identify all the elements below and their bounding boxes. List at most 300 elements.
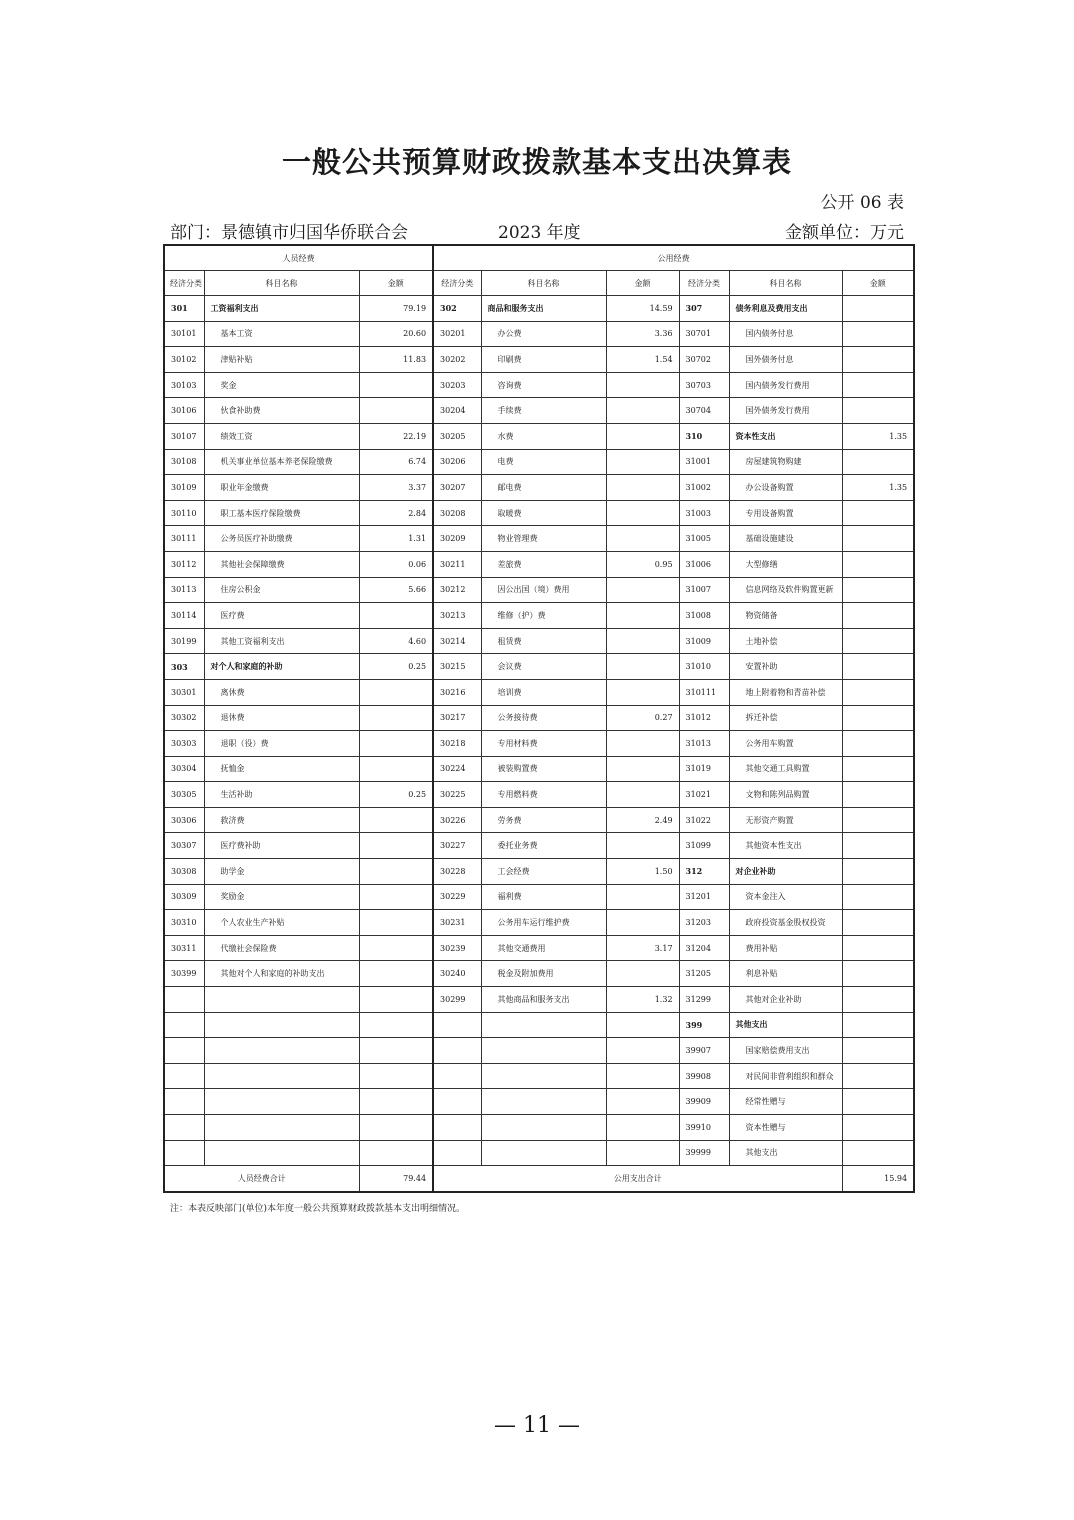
- econ-class-cell: 30239: [433, 935, 481, 961]
- subject-name-cell: 对个人和家庭的补助: [204, 654, 359, 680]
- econ-class-cell: 30218: [433, 731, 481, 757]
- econ-class-cell: 31002: [679, 475, 729, 501]
- subject-name-cell: 邮电费: [481, 475, 606, 501]
- subject-name-cell: 助学金: [204, 859, 359, 885]
- econ-class-cell: 30207: [433, 475, 481, 501]
- amount-cell: [606, 372, 679, 398]
- amount-cell: [606, 961, 679, 987]
- amount-cell: [359, 807, 433, 833]
- amount-cell: [842, 884, 914, 910]
- subject-name-cell: 专用燃料费: [481, 782, 606, 808]
- public-header: 公用经费: [433, 245, 914, 271]
- amount-cell: 20.60: [359, 321, 433, 347]
- econ-class-cell: 31006: [679, 551, 729, 577]
- amount-cell: [842, 807, 914, 833]
- table-row: [164, 1012, 914, 1038]
- amount-cell: [842, 679, 914, 705]
- econ-class-cell: [433, 1089, 481, 1115]
- subject-name-cell: 劳务费: [481, 807, 606, 833]
- table-row: [164, 782, 914, 808]
- subject-name-cell: [481, 1012, 606, 1038]
- page-number: — 11 —: [494, 1413, 580, 1438]
- table-row: [164, 347, 914, 373]
- subject-name-cell: 会议费: [481, 654, 606, 680]
- econ-class-cell: 30109: [164, 475, 204, 501]
- econ-class-cell: 30108: [164, 449, 204, 475]
- subject-name-cell: 拆迁补偿: [729, 705, 842, 731]
- subject-name-cell: 奖励金: [204, 884, 359, 910]
- subject-name-cell: [204, 1012, 359, 1038]
- personnel-header: 人员经费: [164, 245, 433, 271]
- col-subject-name: 科目名称: [481, 271, 606, 296]
- subject-name-cell: [481, 1089, 606, 1115]
- subject-name-cell: 国内债务付息: [729, 321, 842, 347]
- subject-name-cell: [204, 1089, 359, 1115]
- amount-cell: [842, 577, 914, 603]
- table-row: [164, 603, 914, 629]
- econ-class-cell: 31001: [679, 449, 729, 475]
- col-subject-name: 科目名称: [204, 271, 359, 296]
- econ-class-cell: 30704: [679, 398, 729, 424]
- econ-class-cell: [433, 1012, 481, 1038]
- amount-cell: [606, 910, 679, 936]
- page-title: 一般公共预算财政拨款基本支出决算表: [281, 145, 792, 179]
- subject-name-cell: [204, 1140, 359, 1166]
- col-econ-class: 经济分类: [679, 271, 729, 296]
- subject-name-cell: 取暖费: [481, 500, 606, 526]
- econ-class-cell: 310: [679, 423, 729, 449]
- amount-cell: [606, 628, 679, 654]
- amount-cell: [842, 1115, 914, 1141]
- econ-class-cell: [164, 1115, 204, 1141]
- econ-class-cell: 31204: [679, 935, 729, 961]
- col-subject-name: 科目名称: [729, 271, 842, 296]
- table-row: [164, 987, 914, 1013]
- amount-cell: [606, 500, 679, 526]
- col-amount: 金额: [359, 271, 433, 296]
- econ-class-cell: 31205: [679, 961, 729, 987]
- amount-cell: [359, 1063, 433, 1089]
- subject-name-cell: [481, 1115, 606, 1141]
- header-row-columns: [164, 271, 914, 296]
- amount-cell: 14.59: [606, 296, 679, 322]
- subject-name-cell: 因公出国（境）费用: [481, 577, 606, 603]
- subject-name-cell: 无形资产购置: [729, 807, 842, 833]
- subject-name-cell: 基本工资: [204, 321, 359, 347]
- subject-name-cell: 租赁费: [481, 628, 606, 654]
- subject-name-cell: 公务员医疗补助缴费: [204, 526, 359, 552]
- amount-cell: 0.06: [359, 551, 433, 577]
- table-row: [164, 628, 914, 654]
- econ-class-cell: 30307: [164, 833, 204, 859]
- econ-class-cell: 30202: [433, 347, 481, 373]
- econ-class-cell: [164, 1140, 204, 1166]
- subject-name-cell: 国外债务发行费用: [729, 398, 842, 424]
- amount-cell: 0.95: [606, 551, 679, 577]
- subject-name-cell: 对企业补助: [729, 859, 842, 885]
- subject-name-cell: [204, 1115, 359, 1141]
- year-label: 2023 年度: [498, 223, 581, 243]
- amount-cell: 1.32: [606, 987, 679, 1013]
- amount-cell: [359, 833, 433, 859]
- amount-cell: 5.66: [359, 577, 433, 603]
- table-row: [164, 1115, 914, 1141]
- amount-cell: [842, 859, 914, 885]
- econ-class-cell: 302: [433, 296, 481, 322]
- amount-cell: [842, 910, 914, 936]
- amount-cell: [842, 987, 914, 1013]
- subject-name-cell: 医疗费: [204, 603, 359, 629]
- subject-name-cell: 手续费: [481, 398, 606, 424]
- amount-cell: [842, 296, 914, 322]
- amount-cell: [606, 1038, 679, 1064]
- econ-class-cell: 30702: [679, 347, 729, 373]
- unit-label: 金额单位：万元: [785, 223, 904, 243]
- amount-cell: 1.31: [359, 526, 433, 552]
- amount-cell: [606, 423, 679, 449]
- econ-class-cell: 31099: [679, 833, 729, 859]
- subject-name-cell: 办公费: [481, 321, 606, 347]
- econ-class-cell: 30231: [433, 910, 481, 936]
- subject-name-cell: 信息网络及软件购置更新: [729, 577, 842, 603]
- amount-cell: [842, 833, 914, 859]
- amount-cell: [842, 347, 914, 373]
- subject-name-cell: 退职（役）费: [204, 731, 359, 757]
- subject-name-cell: 专用设备购置: [729, 500, 842, 526]
- amount-cell: [606, 782, 679, 808]
- econ-class-cell: 307: [679, 296, 729, 322]
- amount-cell: [606, 756, 679, 782]
- table-row: [164, 1038, 914, 1064]
- subject-name-cell: 公务用车运行维护费: [481, 910, 606, 936]
- econ-class-cell: 30113: [164, 577, 204, 603]
- subject-name-cell: 费用补贴: [729, 935, 842, 961]
- econ-class-cell: 30226: [433, 807, 481, 833]
- econ-class-cell: 30199: [164, 628, 204, 654]
- subject-name-cell: 其他交通工具购置: [729, 756, 842, 782]
- amount-cell: 0.27: [606, 705, 679, 731]
- table-row: [164, 935, 914, 961]
- econ-class-cell: 30214: [433, 628, 481, 654]
- econ-class-cell: 30301: [164, 679, 204, 705]
- subject-name-cell: 职业年金缴费: [204, 475, 359, 501]
- table-row: [164, 705, 914, 731]
- table-row: [164, 321, 914, 347]
- table-row: [164, 1063, 914, 1089]
- amount-cell: [359, 1038, 433, 1064]
- subject-name-cell: 培训费: [481, 679, 606, 705]
- table-row: [164, 756, 914, 782]
- amount-cell: [842, 526, 914, 552]
- amount-cell: [359, 1115, 433, 1141]
- econ-class-cell: 30206: [433, 449, 481, 475]
- econ-class-cell: 31012: [679, 705, 729, 731]
- amount-cell: [842, 756, 914, 782]
- amount-cell: 1.35: [842, 475, 914, 501]
- amount-cell: [606, 731, 679, 757]
- subject-name-cell: 绩效工资: [204, 423, 359, 449]
- econ-class-cell: 30209: [433, 526, 481, 552]
- subject-name-cell: 大型修缮: [729, 551, 842, 577]
- amount-cell: [842, 321, 914, 347]
- amount-cell: [842, 1063, 914, 1089]
- econ-class-cell: 30107: [164, 423, 204, 449]
- amount-cell: 3.17: [606, 935, 679, 961]
- amount-cell: 2.49: [606, 807, 679, 833]
- subject-name-cell: 公务用车购置: [729, 731, 842, 757]
- subject-name-cell: 个人农业生产补贴: [204, 910, 359, 936]
- table-row: [164, 372, 914, 398]
- econ-class-cell: 30110: [164, 500, 204, 526]
- public-total-label: 公用支出合计: [433, 1166, 842, 1192]
- subject-name-cell: 土地补偿: [729, 628, 842, 654]
- econ-class-cell: 30215: [433, 654, 481, 680]
- subject-name-cell: 机关事业单位基本养老保险缴费: [204, 449, 359, 475]
- amount-cell: 2.84: [359, 500, 433, 526]
- econ-class-cell: 31203: [679, 910, 729, 936]
- subject-name-cell: [481, 1038, 606, 1064]
- subject-name-cell: 奖金: [204, 372, 359, 398]
- table-row: [164, 449, 914, 475]
- econ-class-cell: 30240: [433, 961, 481, 987]
- subject-name-cell: 伙食补助费: [204, 398, 359, 424]
- amount-cell: [359, 398, 433, 424]
- department-label: 部门：景德镇市归国华侨联合会: [170, 223, 408, 243]
- amount-cell: 0.25: [359, 782, 433, 808]
- econ-class-cell: 30112: [164, 551, 204, 577]
- subject-name-cell: 咨询费: [481, 372, 606, 398]
- expenditure-table: [163, 244, 915, 1193]
- econ-class-cell: [433, 1115, 481, 1141]
- table-row: [164, 859, 914, 885]
- econ-class-cell: 30103: [164, 372, 204, 398]
- table-row: [164, 731, 914, 757]
- personnel-total-value: 79.44: [359, 1166, 433, 1192]
- econ-class-cell: 30217: [433, 705, 481, 731]
- econ-class-cell: 30304: [164, 756, 204, 782]
- econ-class-cell: [433, 1038, 481, 1064]
- subject-name-cell: 文物和陈列品购置: [729, 782, 842, 808]
- subject-name-cell: 津贴补贴: [204, 347, 359, 373]
- subject-name-cell: 离休费: [204, 679, 359, 705]
- amount-cell: [842, 1012, 914, 1038]
- econ-class-cell: 30216: [433, 679, 481, 705]
- subject-name-cell: [204, 987, 359, 1013]
- amount-cell: [606, 526, 679, 552]
- subject-name-cell: 其他支出: [729, 1140, 842, 1166]
- personnel-total-label: 人员经费合计: [164, 1166, 359, 1192]
- econ-class-cell: 30102: [164, 347, 204, 373]
- table-row: [164, 398, 914, 424]
- econ-class-cell: 301: [164, 296, 204, 322]
- subject-name-cell: 工会经费: [481, 859, 606, 885]
- subject-name-cell: 其他商品和服务支出: [481, 987, 606, 1013]
- amount-cell: [359, 603, 433, 629]
- subject-name-cell: 资本金注入: [729, 884, 842, 910]
- amount-cell: [842, 961, 914, 987]
- amount-cell: [606, 654, 679, 680]
- table-row: [164, 833, 914, 859]
- amount-cell: [606, 475, 679, 501]
- amount-cell: [359, 679, 433, 705]
- subject-name-cell: 国外债务付息: [729, 347, 842, 373]
- econ-class-cell: 310111: [679, 679, 729, 705]
- econ-class-cell: 31009: [679, 628, 729, 654]
- subject-name-cell: [204, 1063, 359, 1089]
- subject-name-cell: 福利费: [481, 884, 606, 910]
- table-row: [164, 679, 914, 705]
- amount-cell: 4.60: [359, 628, 433, 654]
- econ-class-cell: 30303: [164, 731, 204, 757]
- subject-name-cell: 其他资本性支出: [729, 833, 842, 859]
- subject-name-cell: [481, 1063, 606, 1089]
- amount-cell: [606, 577, 679, 603]
- econ-class-cell: [164, 1089, 204, 1115]
- amount-cell: [842, 1140, 914, 1166]
- amount-cell: [606, 449, 679, 475]
- amount-cell: [606, 398, 679, 424]
- amount-cell: [842, 1089, 914, 1115]
- econ-class-cell: 30111: [164, 526, 204, 552]
- subject-name-cell: 抚恤金: [204, 756, 359, 782]
- amount-cell: [359, 961, 433, 987]
- table-row: [164, 910, 914, 936]
- amount-cell: [842, 449, 914, 475]
- amount-cell: 3.37: [359, 475, 433, 501]
- econ-class-cell: 30212: [433, 577, 481, 603]
- econ-class-cell: 399: [679, 1012, 729, 1038]
- econ-class-cell: 30306: [164, 807, 204, 833]
- table-row: [164, 423, 914, 449]
- amount-cell: [842, 551, 914, 577]
- subject-name-cell: 其他工资福利支出: [204, 628, 359, 654]
- totals-row: [164, 1166, 914, 1192]
- amount-cell: [359, 756, 433, 782]
- econ-class-cell: 39907: [679, 1038, 729, 1064]
- econ-class-cell: 31005: [679, 526, 729, 552]
- amount-cell: [842, 628, 914, 654]
- amount-cell: [359, 859, 433, 885]
- subject-name-cell: 委托业务费: [481, 833, 606, 859]
- econ-class-cell: 30229: [433, 884, 481, 910]
- amount-cell: 6.74: [359, 449, 433, 475]
- amount-cell: [842, 1038, 914, 1064]
- table-row: [164, 884, 914, 910]
- econ-class-cell: 30201: [433, 321, 481, 347]
- amount-cell: [842, 731, 914, 757]
- amount-cell: [842, 372, 914, 398]
- amount-cell: [606, 1089, 679, 1115]
- subject-name-cell: 水费: [481, 423, 606, 449]
- econ-class-cell: 30311: [164, 935, 204, 961]
- econ-class-cell: 31019: [679, 756, 729, 782]
- econ-class-cell: 30227: [433, 833, 481, 859]
- econ-class-cell: 30310: [164, 910, 204, 936]
- subject-name-cell: 房屋建筑物购建: [729, 449, 842, 475]
- econ-class-cell: 31008: [679, 603, 729, 629]
- amount-cell: [842, 398, 914, 424]
- econ-class-cell: [164, 1063, 204, 1089]
- subject-name-cell: 物业管理费: [481, 526, 606, 552]
- table-row: [164, 475, 914, 501]
- econ-class-cell: 31003: [679, 500, 729, 526]
- table-note: 注：本表反映部门(单位)本年度一般公共预算财政拨款基本支出明细情况。: [170, 1204, 466, 1214]
- amount-cell: [359, 731, 433, 757]
- subject-name-cell: 税金及附加费用: [481, 961, 606, 987]
- col-amount: 金额: [842, 271, 914, 296]
- amount-cell: [842, 603, 914, 629]
- subject-name-cell: 办公设备购置: [729, 475, 842, 501]
- econ-class-cell: 30309: [164, 884, 204, 910]
- econ-class-cell: 30205: [433, 423, 481, 449]
- subject-name-cell: 其他对个人和家庭的补助支出: [204, 961, 359, 987]
- subject-name-cell: 利息补贴: [729, 961, 842, 987]
- table-row: [164, 654, 914, 680]
- amount-cell: [606, 1063, 679, 1089]
- econ-class-cell: 39909: [679, 1089, 729, 1115]
- econ-class-cell: 30308: [164, 859, 204, 885]
- amount-cell: [606, 1140, 679, 1166]
- subject-name-cell: 债务利息及费用支出: [729, 296, 842, 322]
- subject-name-cell: 其他交通费用: [481, 935, 606, 961]
- amount-cell: 1.50: [606, 859, 679, 885]
- subject-name-cell: 政府投资基金股权投资: [729, 910, 842, 936]
- econ-class-cell: 30224: [433, 756, 481, 782]
- econ-class-cell: 30299: [433, 987, 481, 1013]
- amount-cell: 1.54: [606, 347, 679, 373]
- subject-name-cell: 工资福利支出: [204, 296, 359, 322]
- subject-name-cell: 退休费: [204, 705, 359, 731]
- econ-class-cell: 30399: [164, 961, 204, 987]
- subject-name-cell: 电费: [481, 449, 606, 475]
- subject-name-cell: 资本性支出: [729, 423, 842, 449]
- econ-class-cell: 30302: [164, 705, 204, 731]
- amount-cell: 11.83: [359, 347, 433, 373]
- econ-class-cell: 30106: [164, 398, 204, 424]
- econ-class-cell: 31010: [679, 654, 729, 680]
- table-row: [164, 296, 914, 322]
- subject-name-cell: 职工基本医疗保险缴费: [204, 500, 359, 526]
- subject-name-cell: 医疗费补助: [204, 833, 359, 859]
- amount-cell: [842, 654, 914, 680]
- subject-name-cell: 被装购置费: [481, 756, 606, 782]
- econ-class-cell: 31021: [679, 782, 729, 808]
- amount-cell: [359, 1089, 433, 1115]
- table-row: [164, 551, 914, 577]
- public-total-value: 15.94: [842, 1166, 914, 1192]
- amount-cell: [606, 884, 679, 910]
- econ-class-cell: 31013: [679, 731, 729, 757]
- amount-cell: [359, 372, 433, 398]
- subject-name-cell: 国内债务发行费用: [729, 372, 842, 398]
- col-econ-class: 经济分类: [164, 271, 204, 296]
- amount-cell: [359, 910, 433, 936]
- subject-name-cell: 差旅费: [481, 551, 606, 577]
- amount-cell: [359, 705, 433, 731]
- econ-class-cell: 39999: [679, 1140, 729, 1166]
- amount-cell: 79.19: [359, 296, 433, 322]
- subject-name-cell: 国家赔偿费用支出: [729, 1038, 842, 1064]
- subject-name-cell: 代缴社会保险费: [204, 935, 359, 961]
- subject-name-cell: 商品和服务支出: [481, 296, 606, 322]
- subject-name-cell: 维修（护）费: [481, 603, 606, 629]
- econ-class-cell: 31007: [679, 577, 729, 603]
- subject-name-cell: 对民间非营利组织和群众: [729, 1063, 842, 1089]
- header-row-group: [164, 245, 914, 271]
- table-row: [164, 577, 914, 603]
- econ-class-cell: 30228: [433, 859, 481, 885]
- amount-cell: [606, 679, 679, 705]
